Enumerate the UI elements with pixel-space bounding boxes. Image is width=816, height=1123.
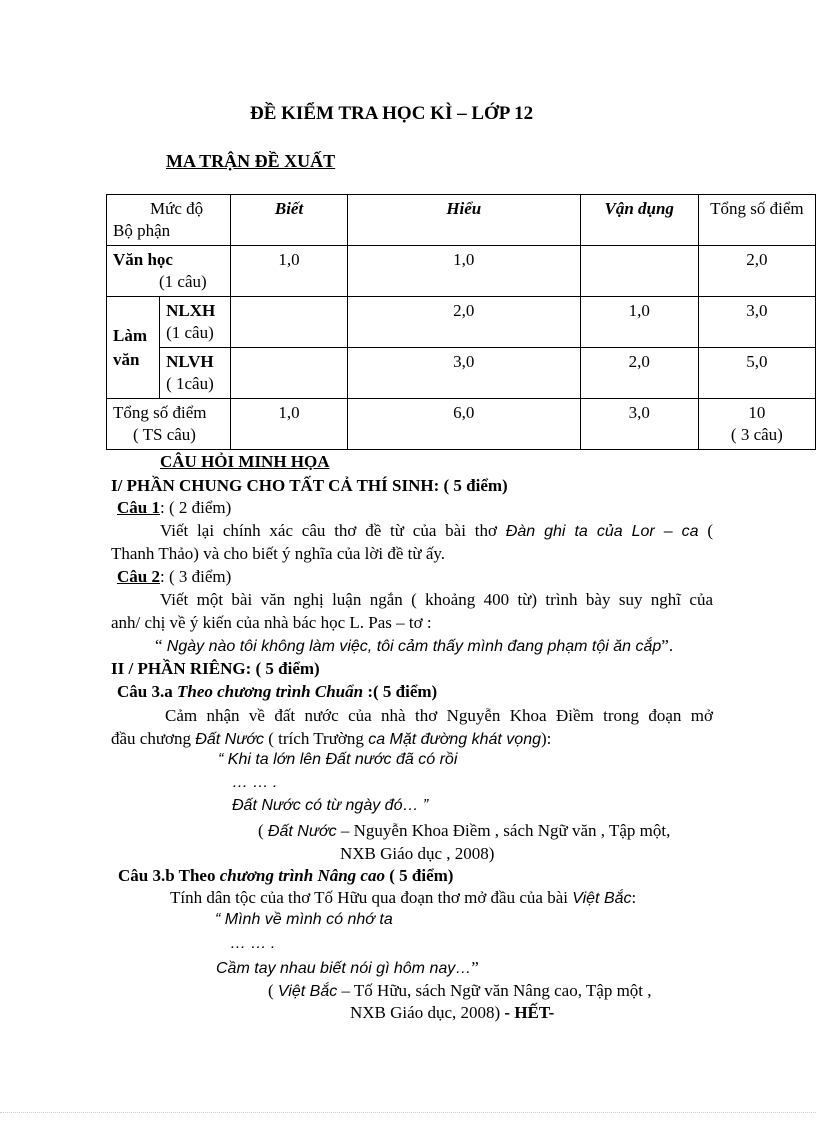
total-tong-sub: ( 3 câu)	[730, 425, 783, 444]
q1-text-line-2: Thanh Thảo) và cho biết ý nghĩa của lời đề từ ấy.	[111, 544, 446, 563]
van-hoc-label: Văn học	[113, 250, 173, 269]
row-van-hoc-label	[107, 246, 231, 297]
q3b-poem-2b: ”	[471, 958, 479, 977]
q3a-label-program: Theo chương trình Chuẩn	[176, 682, 364, 701]
q3a-source-1a: (	[258, 821, 268, 840]
nlxh-label-cell	[160, 297, 231, 348]
assessment-matrix	[106, 194, 816, 450]
q1-label: Câu 1	[117, 498, 160, 517]
q3a-source-1c: – Nguyễn Khoa Điềm , sách Ngữ văn , Tập một,	[336, 821, 671, 840]
total-sub: ( TS câu)	[133, 425, 196, 444]
q1-points: : ( 2 điểm)	[159, 498, 232, 517]
corner-part: Bộ phận	[113, 221, 171, 240]
van-hoc-biet: 1,0	[231, 246, 348, 297]
q3b-source-line-2	[350, 1003, 554, 1023]
q3b-text-1a: Tính dân tộc của thơ Tố Hữu qua đoạn thơ mở đầu của bài	[170, 888, 573, 907]
q3a-source-1b: Đất Nước	[267, 823, 337, 840]
nlxh-sub: (1 câu)	[166, 323, 214, 342]
q3a-source-line-1	[258, 821, 670, 841]
part2-heading: II / PHẦN RIÊNG: ( 5 điểm)	[111, 659, 320, 678]
q3a-poem-line-1: “ Khi ta lớn lên Đất nước đã có rồi	[218, 751, 458, 768]
q3b-label-program: chương trình Nâng cao	[219, 866, 385, 885]
q3b-poem-2a: Cầm tay nhau biết nói gì hôm nay…	[216, 960, 472, 977]
q3a-poem-dots: … … .	[232, 774, 278, 791]
header-hieu: Hiểu	[347, 195, 580, 246]
nlvh-label: NLVH	[166, 352, 214, 371]
q3b-label-prefix: Câu 3.b Theo	[118, 866, 220, 885]
q3b-source-line-1	[268, 981, 652, 1001]
nlvh-sub: ( 1câu)	[166, 374, 214, 393]
q2-label: Câu 2	[117, 567, 160, 586]
q3a-text-line-2	[111, 729, 551, 749]
q3b-poem-dots: … … .	[230, 935, 276, 952]
nlvh-biet	[231, 348, 348, 399]
van-hoc-hieu: 1,0	[347, 246, 580, 297]
nlvh-label-cell	[160, 348, 231, 399]
q3b-source-1c: – Tố Hữu, sách Ngữ văn Nâng cao, Tập một ,	[337, 981, 652, 1000]
page-bottom-divider	[0, 1112, 816, 1113]
nlvh-hieu: 3,0	[347, 348, 580, 399]
q1-label-line	[117, 498, 231, 518]
nlxh-van-dung: 1,0	[580, 297, 698, 348]
q3a-text-2e: ):	[540, 729, 552, 748]
q3a-text-2d: ca Mặt đường khát vọng	[368, 731, 541, 748]
q3a-poem-line-2: Đất Nước có từ ngày đó… ”	[232, 797, 429, 814]
header-biet: Biết	[231, 195, 348, 246]
lam-van-label-1: Làm	[113, 325, 147, 345]
lam-van-label-2: văn	[113, 349, 140, 369]
q1-text: Viết lại chính xác câu thơ đề từ của bài thơ	[160, 521, 506, 540]
total-label: Tổng số điểm	[113, 403, 207, 422]
nlvh-tong: 5,0	[698, 348, 815, 399]
q3b-source-2a: NXB Giáo dục, 2008)	[350, 1003, 505, 1022]
q2-text-line-1: Viết một bài văn nghị luận ngắn ( khoảng 400 từ) trình bày suy nghĩ của	[160, 590, 713, 609]
end-marker: - HẾT-	[504, 1003, 555, 1022]
total-tong-cell	[698, 399, 815, 450]
q3a-text-2c: ( trích Trường	[264, 729, 369, 748]
van-hoc-sub: (1 câu)	[159, 272, 207, 291]
corner-level: Mức độ	[150, 199, 204, 218]
q2-text-line-2: anh/ chị về ý kiến của nhà bác học L. Pas – tơ :	[111, 613, 432, 632]
section-heading: CÂU HỎI MINH HỌA	[160, 452, 330, 471]
header-van-dung: Vận dụng	[580, 195, 698, 246]
q2-quote: Ngày nào tôi không làm việc, tôi cảm thấy mình đang phạm tội ăn cắp	[166, 638, 662, 655]
nlxh-tong: 3,0	[698, 297, 815, 348]
q3a-label	[117, 682, 437, 702]
q1-text-end: (	[698, 521, 713, 540]
van-hoc-tong: 2,0	[698, 246, 815, 297]
nlxh-hieu: 2,0	[347, 297, 580, 348]
total-van-dung: 3,0	[580, 399, 698, 450]
lam-van-label	[107, 297, 160, 399]
total-label-cell	[107, 399, 231, 450]
matrix-corner-cell	[107, 195, 231, 246]
q1-text-line-1	[160, 521, 713, 541]
q3a-label-prefix: Câu 3.a	[117, 682, 177, 701]
page-title: ĐỀ KIỂM TRA HỌC KÌ – LỚP 12	[250, 103, 534, 124]
q3b-text-1b: Việt Bắc	[572, 890, 632, 907]
q2-points: : ( 3 điểm)	[159, 567, 232, 586]
q3b-label-suffix: ( 5 điểm)	[384, 866, 454, 885]
total-biet: 1,0	[231, 399, 348, 450]
q3a-source-line-2: NXB Giáo dục , 2008)	[340, 844, 495, 863]
total-hieu: 6,0	[347, 399, 580, 450]
q3a-text-2b: Đất Nước	[195, 731, 265, 748]
q3b-text-line-1	[170, 888, 636, 908]
q2-quote-close: ”.	[661, 636, 674, 655]
nlxh-label: NLXH	[166, 301, 216, 320]
q3a-label-suffix: :( 5 điểm)	[363, 682, 438, 701]
q2-label-line	[117, 567, 231, 587]
van-hoc-van-dung	[580, 246, 698, 297]
q2-quote-open: “	[155, 636, 167, 655]
header-tong: Tổng số điểm	[698, 195, 815, 246]
q2-quote-line	[155, 636, 673, 656]
q3b-source-1b: Việt Bắc	[277, 983, 338, 1000]
q3b-source-1a: (	[268, 981, 278, 1000]
part1-heading: I/ PHẦN CHUNG CHO TẤT CẢ THÍ SINH: ( 5 điểm)	[111, 476, 508, 495]
matrix-subtitle: MA TRẬN ĐỀ XUẤT	[166, 151, 336, 171]
q1-poem-title: Đàn ghi ta của Lor – ca	[505, 523, 699, 540]
nlvh-van-dung: 2,0	[580, 348, 698, 399]
nlxh-biet	[231, 297, 348, 348]
q3b-poem-line-1: “ Mình về mình có nhớ ta	[215, 911, 393, 928]
q3b-poem-line-2	[216, 958, 479, 978]
q3b-text-1c: :	[631, 888, 637, 907]
q3a-text-line-1: Cảm nhận về đất nước của nhà thơ Nguyễn Khoa Điềm trong đoạn mở	[165, 706, 713, 725]
q3b-label	[118, 866, 453, 886]
q3a-text-2a: đầu chương	[111, 729, 196, 748]
total-tong: 10	[748, 403, 766, 422]
